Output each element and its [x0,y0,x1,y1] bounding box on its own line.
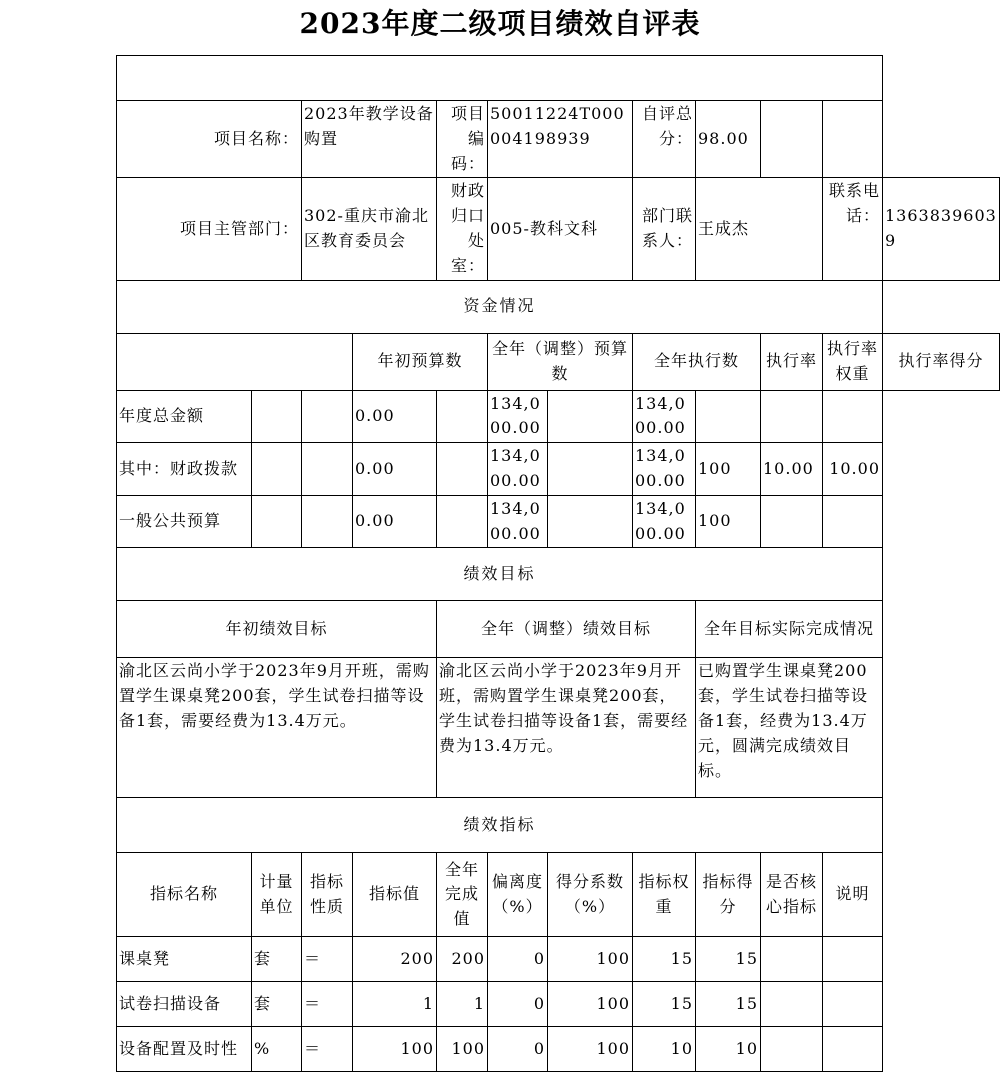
ind-value: 1 [353,982,437,1027]
funds-executed: 134,000.00 [633,443,696,496]
ind-header-value: 指标值 [353,853,437,937]
ind-nature: ＝ [302,982,353,1027]
ind-score: 15 [696,937,761,982]
funds-row [117,390,1000,443]
ind-note [823,1027,883,1072]
ind-coef: 100 [548,937,633,982]
table-row [117,1027,1000,1072]
ind-weight: 15 [633,937,696,982]
dept-label: 项目主管部门： [117,178,302,280]
funds-row [117,443,1000,496]
funds-adjusted: 134,000.00 [488,390,548,443]
contact-label: 部门联系人： [633,178,696,280]
ind-header-score: 指标得分 [696,853,761,937]
empty-cell [302,390,353,443]
ind-weight: 10 [633,1027,696,1072]
funds-adjusted: 134,000.00 [488,443,548,496]
phone-label: 联系电话： [823,178,883,280]
self-score-value: 98.00 [696,101,761,178]
goals-adjusted-text: 渝北区云尚小学于2023年9月开班，需购置学生课桌凳200套，学生试卷扫描等设备1套，需要经费为13.4万元。 [437,658,696,798]
ind-header-deviation: 偏离度（%） [488,853,548,937]
blank-row [117,56,883,101]
empty-cell [117,333,353,390]
goals-initial-text: 渝北区云尚小学于2023年9月开班，需购置学生课桌凳200套，学生试卷扫描等设备1套，需要经费为13.4万元。 [117,658,437,798]
empty-cell [437,390,488,443]
funds-row-label: 年度总金额 [117,390,252,443]
ind-header-name: 指标名称 [117,853,252,937]
project-code-value: 50011224T000004198939 [488,101,633,178]
funds-header-weight: 执行率权重 [823,333,883,390]
ind-name: 设备配置及时性 [117,1027,252,1072]
phone-value: 13638396039 [883,178,1000,280]
funds-section-title: 资金情况 [117,280,883,333]
funds-rate: 100 [696,495,761,548]
empty-cell [302,495,353,548]
funds-rate: 100 [696,443,761,496]
funds-header-initial: 年初预算数 [353,333,488,390]
funds-header-adjusted: 全年（调整）预算数 [488,333,633,390]
ind-core [761,1027,823,1072]
funds-rate [696,390,761,443]
ind-header-coef: 得分系数（%） [548,853,633,937]
ind-completed: 100 [437,1027,488,1072]
evaluation-table [116,55,1000,1072]
funds-weight [761,390,823,443]
empty-cell [302,443,353,496]
funds-executed: 134,000.00 [633,495,696,548]
ind-weight: 15 [633,982,696,1027]
ind-deviation: 0 [488,937,548,982]
ind-coef: 100 [548,1027,633,1072]
empty-cell [437,443,488,496]
funds-initial: 0.00 [353,495,437,548]
funds-initial: 0.00 [353,443,437,496]
self-score-label: 自评总分： [633,101,696,178]
funds-score [823,390,883,443]
funds-row-label: 其中：财政拨款 [117,443,252,496]
funds-weight: 10.00 [761,443,823,496]
ind-note [823,982,883,1027]
ind-name: 试卷扫描设备 [117,982,252,1027]
ind-coef: 100 [548,982,633,1027]
funds-header-score: 执行率得分 [883,333,1000,390]
ind-name: 课桌凳 [117,937,252,982]
ind-value: 100 [353,1027,437,1072]
goals-section-title: 绩效目标 [117,548,883,601]
page-title: 2023年度二级项目绩效自评表 [299,7,701,40]
ind-completed: 200 [437,937,488,982]
ind-core [761,982,823,1027]
ind-header-completed: 全年完成值 [437,853,488,937]
ind-score: 15 [696,982,761,1027]
project-code-label: 项目编码： [437,101,488,178]
funds-weight [761,495,823,548]
empty-cell [437,495,488,548]
ind-header-nature: 指标性质 [302,853,353,937]
funds-header-rate: 执行率 [761,333,823,390]
ind-value: 200 [353,937,437,982]
goals-actual-text: 已购置学生课桌凳200套，学生试卷扫描等设备1套，经费为13.4万元，圆满完成绩效目标。 [696,658,883,798]
empty-cell [823,101,883,178]
empty-cell [252,390,302,443]
ind-nature: ＝ [302,937,353,982]
ind-deviation: 0 [488,982,548,1027]
funds-row-label: 一般公共预算 [117,495,252,548]
funds-header-executed: 全年执行数 [633,333,761,390]
office-value: 005-教科文科 [488,178,633,280]
project-name-value: 2023年教学设备购置 [302,101,437,178]
project-name-label: 项目名称： [117,101,302,178]
empty-cell [761,101,823,178]
ind-core [761,937,823,982]
dept-value: 302-重庆市渝北区教育委员会 [302,178,437,280]
table-row [117,937,1000,982]
ind-completed: 1 [437,982,488,1027]
empty-cell [548,443,633,496]
ind-unit: 套 [252,982,302,1027]
ind-score: 10 [696,1027,761,1072]
contact-value: 王成杰 [696,178,823,280]
funds-adjusted: 134,000.00 [488,495,548,548]
ind-deviation: 0 [488,1027,548,1072]
funds-initial: 0.00 [353,390,437,443]
ind-unit: 套 [252,937,302,982]
office-label: 财政归口处室： [437,178,488,280]
indicators-section-title: 绩效指标 [117,798,883,853]
funds-row [117,495,1000,548]
empty-cell [548,390,633,443]
ind-unit: % [252,1027,302,1072]
goals-adjusted-header: 全年（调整）绩效目标 [437,601,696,658]
ind-header-weight: 指标权重 [633,853,696,937]
ind-header-note: 说明 [823,853,883,937]
funds-score [823,495,883,548]
empty-cell [548,495,633,548]
empty-cell [252,443,302,496]
funds-score: 10.00 [823,443,883,496]
funds-executed: 134,000.00 [633,390,696,443]
ind-header-core: 是否核心指标 [761,853,823,937]
empty-cell [252,495,302,548]
goals-initial-header: 年初绩效目标 [117,601,437,658]
ind-note [823,937,883,982]
goals-actual-header: 全年目标实际完成情况 [696,601,883,658]
ind-nature: ＝ [302,1027,353,1072]
table-row [117,982,1000,1027]
ind-header-unit: 计量单位 [252,853,302,937]
